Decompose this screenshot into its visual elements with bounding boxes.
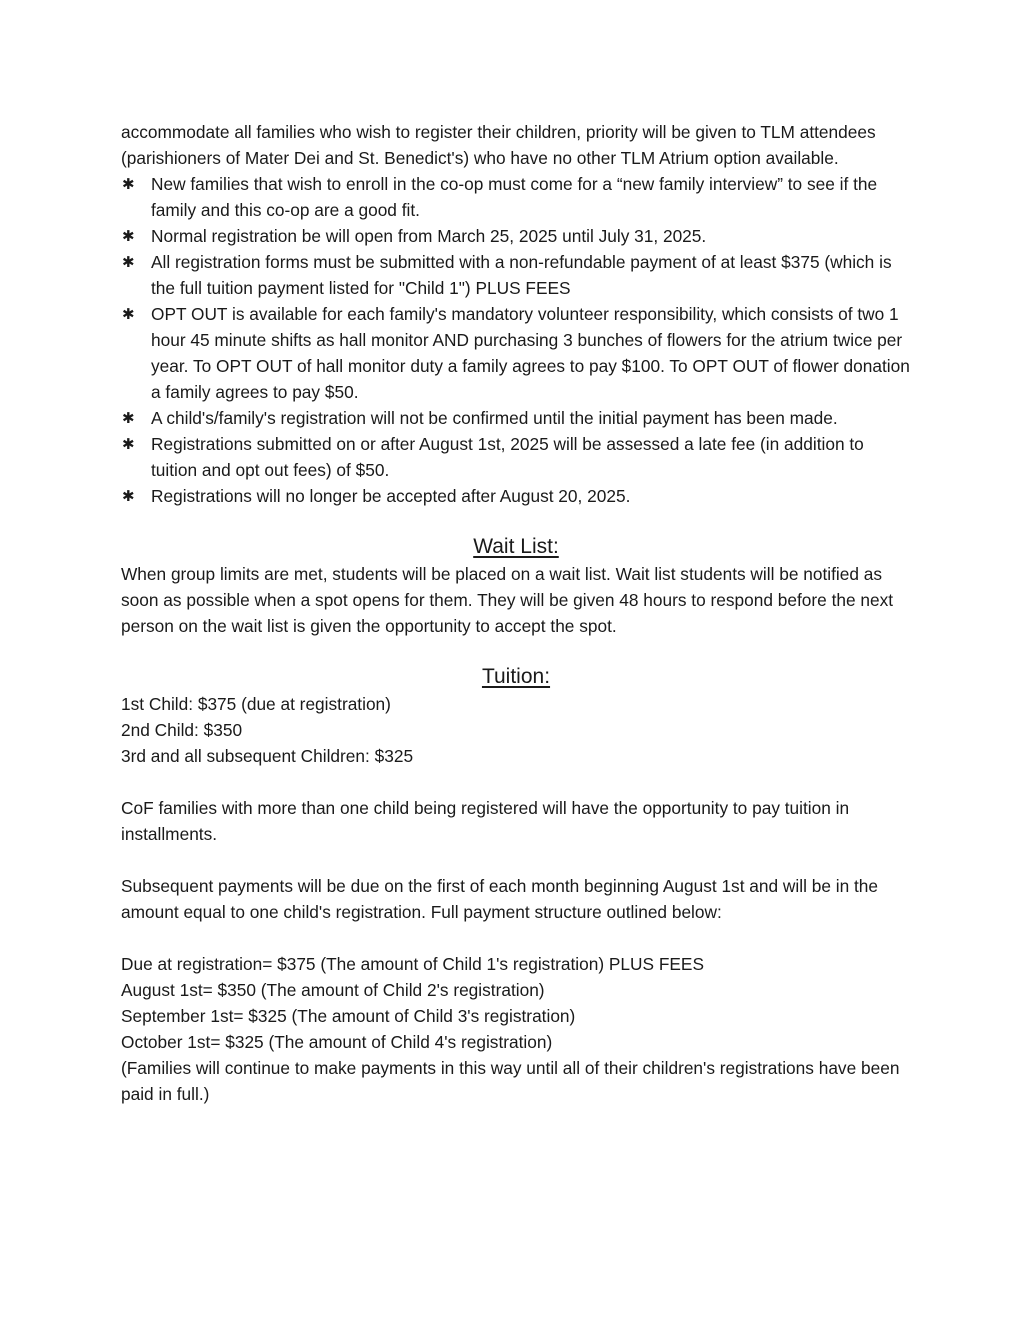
subsequent-payments-paragraph: Subsequent payments will be due on the first of each month beginning August 1st and will be in the amount equal to one child's registration. Full payment structure outlined below:	[121, 876, 879, 922]
list-item	[121, 431, 911, 483]
asterisk-bullet-icon: ✱	[122, 305, 135, 323]
document-page	[121, 119, 911, 1107]
installments-paragraph: CoF families with more than one child being registered will have the opportunity to pay tuition in installments.	[121, 798, 850, 844]
list-item-text: All registration forms must be submitted with a non-refundable payment of at least $375 (which is the full tuition payment listed for "Child 1") PLUS FEES	[151, 252, 892, 298]
list-item-text: Registrations submitted on or after August 1st, 2025 will be assessed a late fee (in addition to tuition and opt out fees) of $50.	[151, 434, 864, 480]
list-item-text: Registrations will no longer be accepted after August 20, 2025.	[151, 486, 631, 506]
tuition-heading: Tuition:	[481, 665, 551, 688]
list-item	[121, 301, 911, 405]
tuition-rate-line: 3rd and all subsequent Children: $325	[121, 746, 414, 766]
list-item-text: Normal registration be will open from March 25, 2025 until July 31, 2025.	[151, 226, 707, 246]
asterisk-bullet-icon: ✱	[122, 175, 135, 193]
asterisk-bullet-icon: ✱	[122, 435, 135, 453]
payment-schedule-note: (Families will continue to make payments in this way until all of their children's registrations have been paid in full.)	[121, 1058, 900, 1104]
tuition-rate-line: 2nd Child: $350	[121, 720, 243, 740]
asterisk-bullet-icon: ✱	[122, 409, 135, 427]
payment-schedule	[121, 951, 911, 1107]
asterisk-bullet-icon: ✱	[122, 227, 135, 245]
registration-rules-list	[121, 171, 911, 509]
asterisk-bullet-icon: ✱	[122, 253, 135, 271]
tuition-rates	[121, 691, 911, 769]
list-item	[121, 249, 911, 301]
wait-list-paragraph: When group limits are met, students will be placed on a wait list. Wait list students will be notified as soon as possible when a spot opens for them. They will be given 48 hours to respond before the next person on the wait list is given the opportunity to accept the spot.	[121, 564, 894, 636]
payment-schedule-line: September 1st= $325 (The amount of Child 3's registration)	[121, 1006, 576, 1026]
payment-schedule-line: Due at registration= $375 (The amount of Child 1's registration) PLUS FEES	[121, 954, 704, 974]
list-item	[121, 483, 911, 509]
list-item-text: New families that wish to enroll in the co-op must come for a “new family interview” to see if the family and this co-op are a good fit.	[151, 174, 878, 220]
intro-paragraph: accommodate all families who wish to register their children, priority will be given to TLM attendees (parishioners of Mater Dei and St. Benedict's) who have no other TLM Atrium option available.	[121, 122, 876, 168]
wait-list-heading: Wait List:	[473, 535, 559, 558]
list-item	[121, 171, 911, 223]
tuition-rate-line: 1st Child: $375 (due at registration)	[121, 694, 391, 714]
payment-schedule-line: August 1st= $350 (The amount of Child 2's registration)	[121, 980, 545, 1000]
payment-schedule-line: October 1st= $325 (The amount of Child 4's registration)	[121, 1032, 553, 1052]
list-item-text: A child's/family's registration will not be confirmed until the initial payment has been made.	[151, 408, 838, 428]
asterisk-bullet-icon: ✱	[122, 487, 135, 505]
list-item	[121, 405, 911, 431]
list-item-text: OPT OUT is available for each family's mandatory volunteer responsibility, which consists of two 1 hour 45 minute shifts as hall monitor AND purchasing 3 bunches of flowers for the atrium twice per year. To OPT OUT of hall monitor duty a family agrees to pay $100. To OPT OUT of flower donation a family agrees to pay $50.	[151, 304, 910, 402]
list-item	[121, 223, 911, 249]
